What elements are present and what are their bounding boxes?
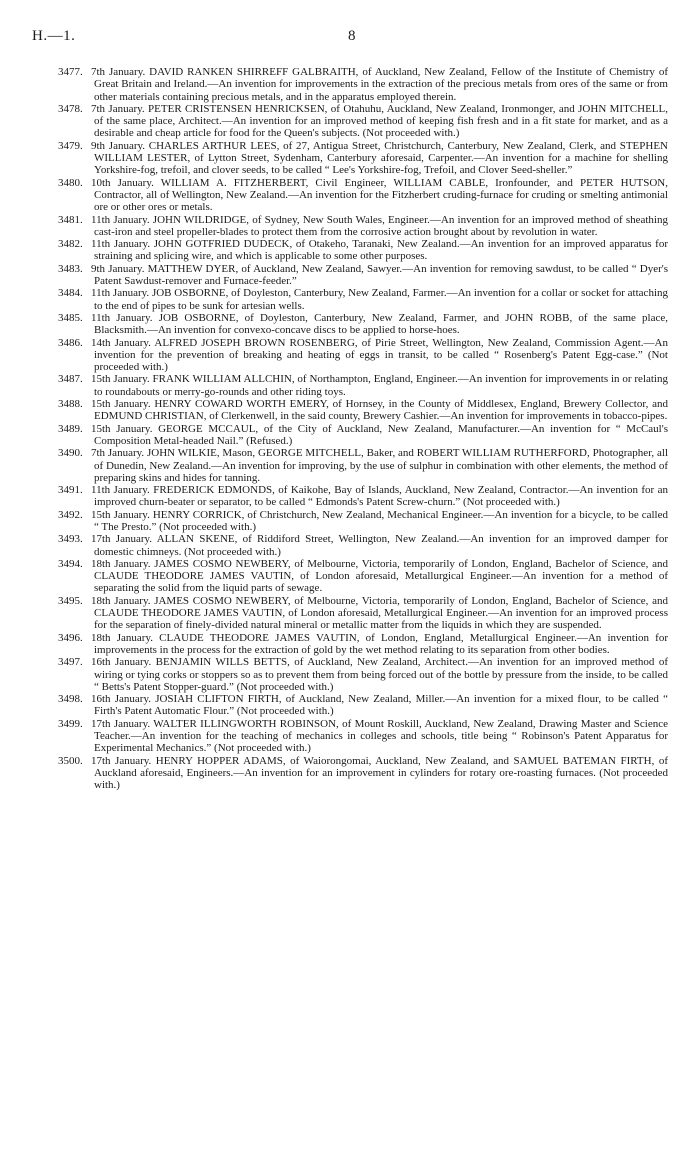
entry-number: 3492. — [58, 508, 83, 521]
patent-entry — [0, 287, 700, 312]
patent-entry — [0, 337, 700, 374]
entry-number: 3491. — [58, 484, 83, 497]
entry-text: 11th January. JOHN WILDRIDGE, of Sydney, New South Wales, Engineer.—An invention for an improved method of sheathing cast-iron and steel propeller-blades to protect them from the corrosive action brought about by revolution in water. — [91, 213, 668, 238]
entry-number: 3488. — [58, 398, 83, 411]
entry-number: 3489. — [58, 422, 83, 435]
entry-text: 18th January. JAMES COSMO NEWBERY, of Melbourne, Victoria, temporarily of London, England, Bachelor of Science, and CLAUDE THEODORE JAMES VAUTIN, of London aforesaid, Metallurgical Engineer.—An invention for an improved process for the separation of finely-divided natural mineral or metallic matter from the liquids in which they are suspended. — [91, 594, 668, 632]
entry-number: 3493. — [58, 533, 83, 546]
entry-number: 3486. — [58, 336, 83, 349]
entry-text: 16th January. BENJAMIN WILLS BETTS, of Auckland, New Zealand, Architect.—An invention for an improved method of wiring or tying corks or stoppers so as to prevent them from being forced out of the bottle by pressure from the inside, to be called “ Betts's Patent Stopper-guard.” (Not proceeded with.) — [91, 656, 668, 693]
patent-entry — [0, 140, 700, 177]
patent-entry — [0, 398, 700, 423]
patent-entry — [0, 595, 700, 632]
entry-text: 9th January. MATTHEW DYER, of Auckland, New Zealand, Sawyer.—An invention for removing sawdust, to be called “ Dyer's Patent Sawdust-remover and Furnace-feeder.” — [91, 262, 668, 288]
entry-number: 3480. — [58, 176, 83, 189]
entry-number: 3490. — [58, 447, 83, 460]
patent-entry — [0, 755, 700, 792]
entry-number: 3481. — [58, 213, 83, 226]
patent-entry — [0, 693, 700, 718]
patent-entry — [0, 214, 700, 239]
entry-number: 3485. — [58, 311, 83, 324]
entry-text: 15th January. FRANK WILLIAM ALLCHIN, of Northampton, England, Engineer.—An invention for improvements in or relating to roundabouts or merry-go-rounds and other riding toys. — [91, 373, 668, 398]
entry-text: 18th January. CLAUDE THEODORE JAMES VAUTIN, of London, England, Metallurgical Engineer.—An invention for improvements in the process for the extraction of gold by the wet method relating to its separation from other bodies. — [91, 631, 668, 656]
patent-entry — [0, 177, 700, 214]
entry-text: 14th January. ALFRED JOSEPH BROWN ROSENBERG, of Pirie Street, Wellington, New Zealand, Commission Agent.—An invention for the prevention of breaking and heating of eggs in transit, to be called “ Rosenberg's Patent Egg-case.” (Not proceeded with.) — [91, 336, 668, 374]
entry-number: 3479. — [58, 139, 83, 152]
patent-entry — [0, 66, 700, 103]
patent-entries-list — [0, 66, 700, 792]
entry-text: 15th January. HENRY COWARD WORTH EMERY, of Hornsey, in the County of Middlesex, England, Brewery Collector, and EDMUND CHRISTIAN, of Clerkenwell, in the said county, Brewery Cashier.—An invention for improvements in tobacco-pipes. — [91, 398, 668, 423]
patent-entry — [0, 718, 700, 755]
entry-text: 9th January. CHARLES ARTHUR LEES, of 27, Antigua Street, Christchurch, Canterbury, New Zealand, Clerk, and STEPHEN WILLIAM LESTER, of Lytton Street, Sydenham, Canterbury aforesaid, Carpenter.—An invention for a machine for shelling Yorkshire-fog, trefoil, and clover seeds, to be called “ Lee's Yorkshire-fog, Trefoil, and Clover Seed-sheller.” — [91, 139, 668, 177]
entry-text: 10th January. WILLIAM A. FITZHERBERT, Civil Engineer, WILLIAM CABLE, Ironfounder, and PETER HUTSON, Contractor, all of Wellington, New Zealand.—An invention for the Fitzherbert cruding-furnace for cruding or smelting antimonial ore or other ores or metals. — [91, 176, 668, 214]
patent-entry — [0, 533, 700, 558]
entry-number: 3500. — [58, 754, 83, 767]
page-number: 8 — [348, 28, 356, 44]
entry-number: 3497. — [58, 656, 83, 669]
patent-entry — [0, 558, 700, 595]
entry-number: 3477. — [58, 66, 83, 78]
patent-entry — [0, 423, 700, 448]
entry-number: 3484. — [58, 287, 83, 300]
patent-entry — [0, 447, 700, 484]
entry-number: 3498. — [58, 693, 83, 706]
page-reference: H.—1. — [32, 28, 76, 44]
entry-text: 15th January. GEORGE MCCAUL, of the City of Auckland, New Zealand, Manufacturer.—An invention for “ McCaul's Composition Metal-headed Nail.” (Refused.) — [91, 422, 668, 447]
entry-number: 3495. — [58, 594, 83, 607]
entry-number: 3482. — [58, 238, 83, 251]
entry-text: 17th January. ALLAN SKENE, of Riddiford Street, Wellington, New Zealand.—An invention for an improved damper for domestic chimneys. (Not proceeded with.) — [91, 533, 668, 558]
page-header — [32, 28, 668, 48]
entry-text: 7th January. DAVID RANKEN SHIRREFF GALBRAITH, of Auckland, New Zealand, Fellow of the Institute of Chemistry of Great Britain and Ireland.—An invention for improvements in the extraction of the precious metals from ores of the same or from other materials containing precious metals, and in the apparatus employed therein. — [91, 66, 668, 103]
patent-entry — [0, 238, 700, 263]
entry-number: 3483. — [58, 262, 83, 275]
entry-text: 17th January. WALTER ILLINGWORTH ROBINSON, of Mount Roskill, Auckland, New Zealand, Drawing Master and Science Teacher.—An invention for the teaching of mechanics in colleges and schools, title being “ Robinson's Patent Apparatus for Experimental Mechanics.” (Not proceeded with.) — [91, 717, 668, 755]
entry-text: 7th January. PETER CRISTENSEN HENRICKSEN, of Otahuhu, Auckland, New Zealand, Ironmonger, and JOHN MITCHELL, of the same place, Architect.—An invention for an improved method of keeping fish fresh and in a fit state for market, and as a desirable and cheap article for food for the Queen's subjects. (Not proceeded with.) — [91, 102, 668, 140]
entry-number: 3499. — [58, 717, 83, 730]
patent-entry — [0, 656, 700, 693]
entry-text: 16th January. JOSIAH CLIFTON FIRTH, of Auckland, New Zealand, Miller.—An invention for a mixed flour, to be called “ Firth's Patent Automatic Flour.” (Not proceeded with.) — [91, 693, 668, 718]
entry-text: 11th January. FREDERICK EDMONDS, of Kaikohe, Bay of Islands, Auckland, New Zealand, Contractor.—An invention for an improved churn-beater or separator, to be called “ Edmonds's Patent Screw-churn.” (Not proceeded with.) — [91, 484, 668, 509]
entry-number: 3494. — [58, 557, 83, 570]
entry-text: 15th January. HENRY CORRICK, of Christchurch, New Zealand, Mechanical Engineer.—An invention for a bicycle, to be called “ The Presto.” (Not proceeded with.) — [91, 508, 668, 533]
entry-number: 3496. — [58, 631, 83, 644]
patent-entry — [0, 103, 700, 140]
patent-entry — [0, 263, 700, 288]
entry-number: 3478. — [58, 102, 83, 115]
patent-entry — [0, 312, 700, 337]
patent-entry — [0, 632, 700, 657]
patent-entry — [0, 484, 700, 509]
entry-text: 11th January. JOHN GOTFRIED DUDECK, of Otakeho, Taranaki, New Zealand.—An invention for an improved apparatus for straining and splicing wire, and which is applicable to some other purposes. — [91, 238, 668, 263]
entry-text: 11th January. JOB OSBORNE, of Doyleston, Canterbury, New Zealand, Farmer, and JOHN ROBB, of the same place, Blacksmith.—An invention for convexo-concave discs to be applied to horse-hoes. — [91, 311, 668, 337]
entry-text: 17th January. HENRY HOPPER ADAMS, of Waiorongomai, Auckland, New Zealand, and SAMUEL BATEMAN FIRTH, of Auckland aforesaid, Engineers.—An invention for an improvement in cylinders for rotary ore-roasting furnaces. (Not proceeded with.) — [91, 754, 668, 792]
patent-entry — [0, 509, 700, 534]
entry-text: 11th January. JOB OSBORNE, of Doyleston, Canterbury, New Zealand, Farmer.—An invention for a collar or socket for attaching to the end of pipes to be sunk for artesian wells. — [91, 287, 668, 312]
entry-number: 3487. — [58, 373, 83, 386]
entry-text: 7th January. JOHN WILKIE, Mason, GEORGE MITCHELL, Baker, and ROBERT WILLIAM RUTHERFORD, Photographer, all of Dunedin, New Zealand.—An invention for improving, by the use of sulphur in combination with other elements, the method of preparing skins and hides for tanning. — [91, 447, 668, 484]
patent-entry — [0, 373, 700, 398]
entry-text: 18th January. JAMES COSMO NEWBERY, of Melbourne, Victoria, temporarily of London, England, Bachelor of Science, and CLAUDE THEODORE JAMES VAUTIN, of London aforesaid, Metallurgical Engineer.—An invention for a method of separating the solid from the liquid parts of sewage. — [91, 557, 668, 595]
